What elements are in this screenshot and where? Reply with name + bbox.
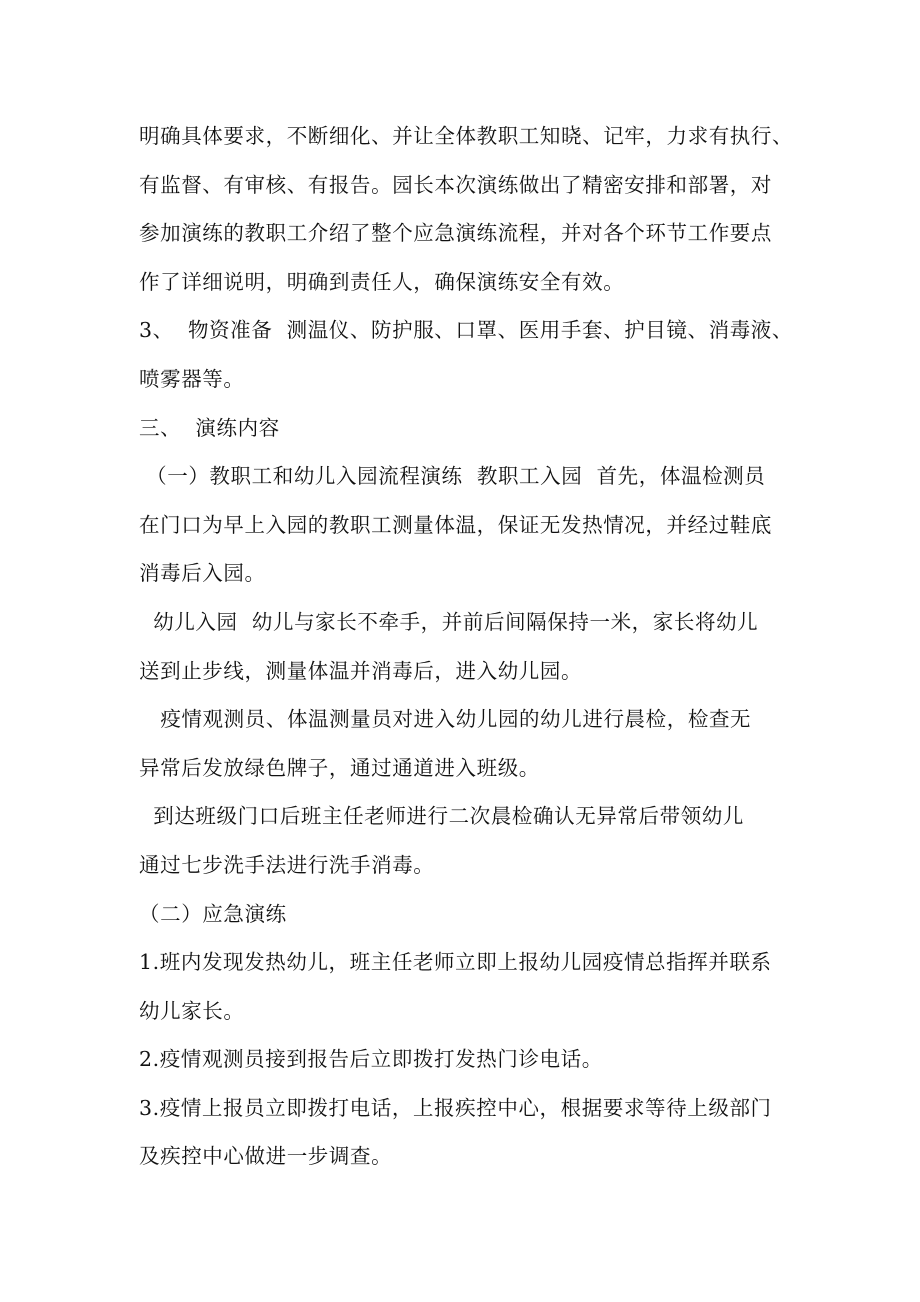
text-line: 喷雾器等。: [139, 366, 245, 391]
text-line: 异常后发放绿色牌子，通过通道进入班级。: [139, 755, 540, 780]
text-line: 通过七步洗手法进行洗手消毒。: [139, 852, 435, 877]
text-line: 到达班级门口后班主任老师进行二次晨检确认无异常后带领幼儿: [139, 804, 745, 829]
subsection-1-heading: （一）教职工和幼儿入园流程演练 教职工入园 首先，体温检测员: [139, 464, 766, 489]
text-line: 送到止步线，测量体温并消毒后，进入幼儿园。: [139, 658, 583, 683]
text-line: 消毒后入园。: [139, 561, 266, 586]
list-item-3: 3.疫情上报员立即拨打电话，上报疾控中心，根据要求等待上级部门: [139, 1095, 772, 1120]
section-3-materials: 3、 物资准备 测温仪、防护服、口罩、医用手套、护目镜、消毒液、: [139, 318, 794, 343]
list-item-1: 1.班内发现发热幼儿，班主任老师立即上报幼儿园疫情总指挥并联系: [139, 950, 772, 975]
text-line: 参加演练的教职工介绍了整个应急演练流程，并对各个环节工作要点: [139, 221, 772, 246]
text-line: 有监督、有审核、有报告。园长本次演练做出了精密安排和部署，对: [139, 172, 772, 197]
subsection-2-heading: （二）应急演练: [139, 901, 287, 926]
list-item-2: 2.疫情观测员接到报告后立即拨打发热门诊电话。: [139, 1047, 603, 1072]
text-line: 及疾控中心做进一步调查。: [139, 1144, 393, 1169]
text-line: 幼儿入园 幼儿与家长不牵手，并前后间隔保持一米，家长将幼儿: [139, 609, 759, 634]
section-heading-drill-content: 三、 演练内容: [139, 415, 280, 440]
text-line: 明确具体要求，不断细化、并让全体教职工知晓、记牢，力求有执行、: [139, 124, 794, 148]
text-line: 在门口为早上入园的教职工测量体温，保证无发热情况，并经过鞋底: [139, 512, 772, 537]
text-line: 作了详细说明，明确到责任人，确保演练安全有效。: [139, 269, 625, 294]
text-line: 幼儿家长。: [139, 998, 245, 1023]
text-line: 疫情观测员、体温测量员对进入幼儿园的幼儿进行晨检，检查无: [139, 707, 752, 732]
document-body: [139, 112, 799, 1181]
